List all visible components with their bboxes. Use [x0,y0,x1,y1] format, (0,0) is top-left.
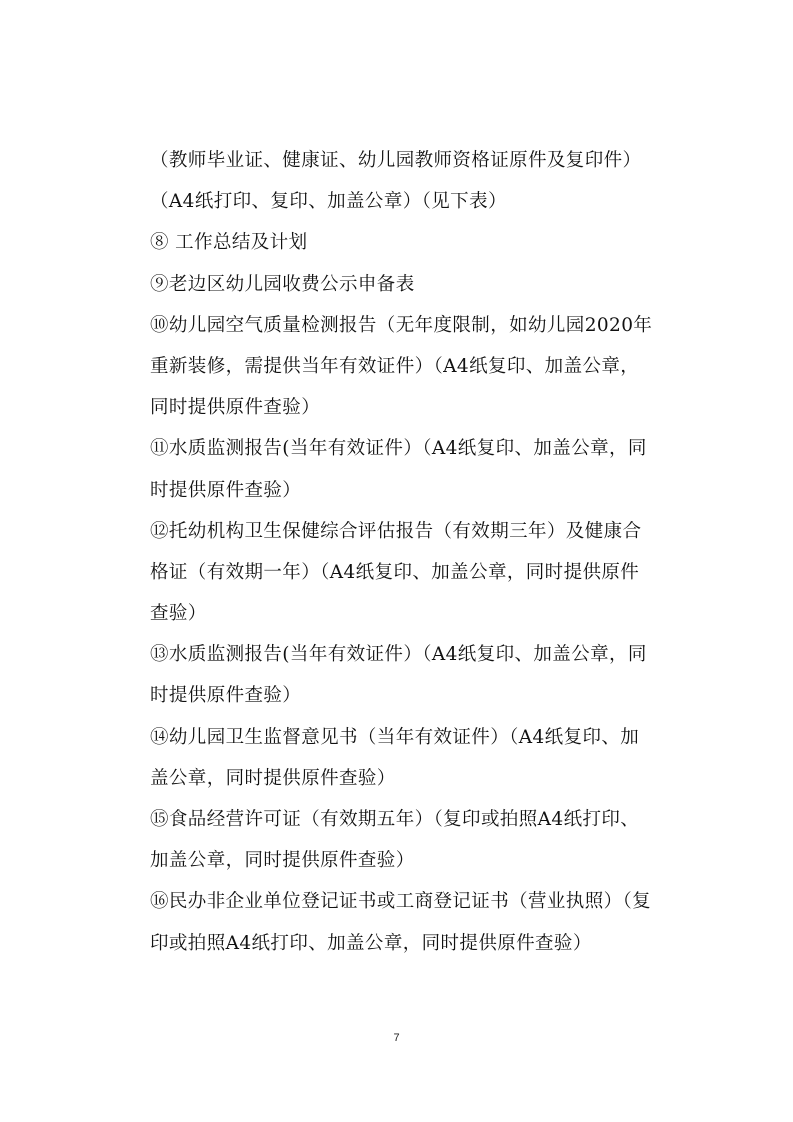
document-body [150,140,680,964]
page-number: 7 [393,1032,400,1044]
text-line: 同时提供原件查验） [150,397,321,419]
text-line: 印或拍照A4纸打印、加盖公章，同时提供原件查验） [150,932,592,954]
list-item-10: ⑩幼儿园空气质量检测报告（无年度限制，如幼儿园2020年 [150,314,653,336]
text-line: 查验） [150,603,207,625]
text-line: 时提供原件查验） [150,479,302,501]
list-item-14: ⑭幼儿园卫生监督意见书（当年有效证件）（A4纸复印、加 [150,726,640,748]
list-item-15: ⑮食品经营许可证（有效期五年）（复印或拍照A4纸打印、 [150,809,640,830]
text-line: （A4纸打印、复印、加盖公章）（见下表） [150,191,507,213]
list-item-12: ⑫托幼机构卫生保健综合评估报告（有效期三年）及健康合 [150,520,642,542]
text-line: 时提供原件查验） [150,685,302,707]
text-line: 重新装修，需提供当年有效证件）（A4纸复印、加盖公章， [150,355,640,377]
list-item-16: ⑯民办非企业单位登记证书或工商登记证书（营业执照）（复 [150,891,652,913]
list-item-13: ⑬水质监测报告(当年有效证件）（A4纸复印、加盖公章，同 [150,644,647,666]
list-item-9: ⑨老边区幼儿园收费公示申备表 [150,273,415,295]
list-item-8: ⑧ 工作总结及计划 [150,232,308,254]
text-line: （教师毕业证、健康证、幼儿园教师资格证原件及复印件） [150,150,642,171]
text-line: 加盖公章，同时提供原件查验） [150,850,415,872]
text-line: 格证（有效期一年）（A4纸复印、加盖公章，同时提供原件 [150,561,640,583]
list-item-11: ⑪水质监测报告(当年有效证件）（A4纸复印、加盖公章，同 [150,438,647,460]
text-line: 盖公章，同时提供原件查验） [150,767,396,789]
